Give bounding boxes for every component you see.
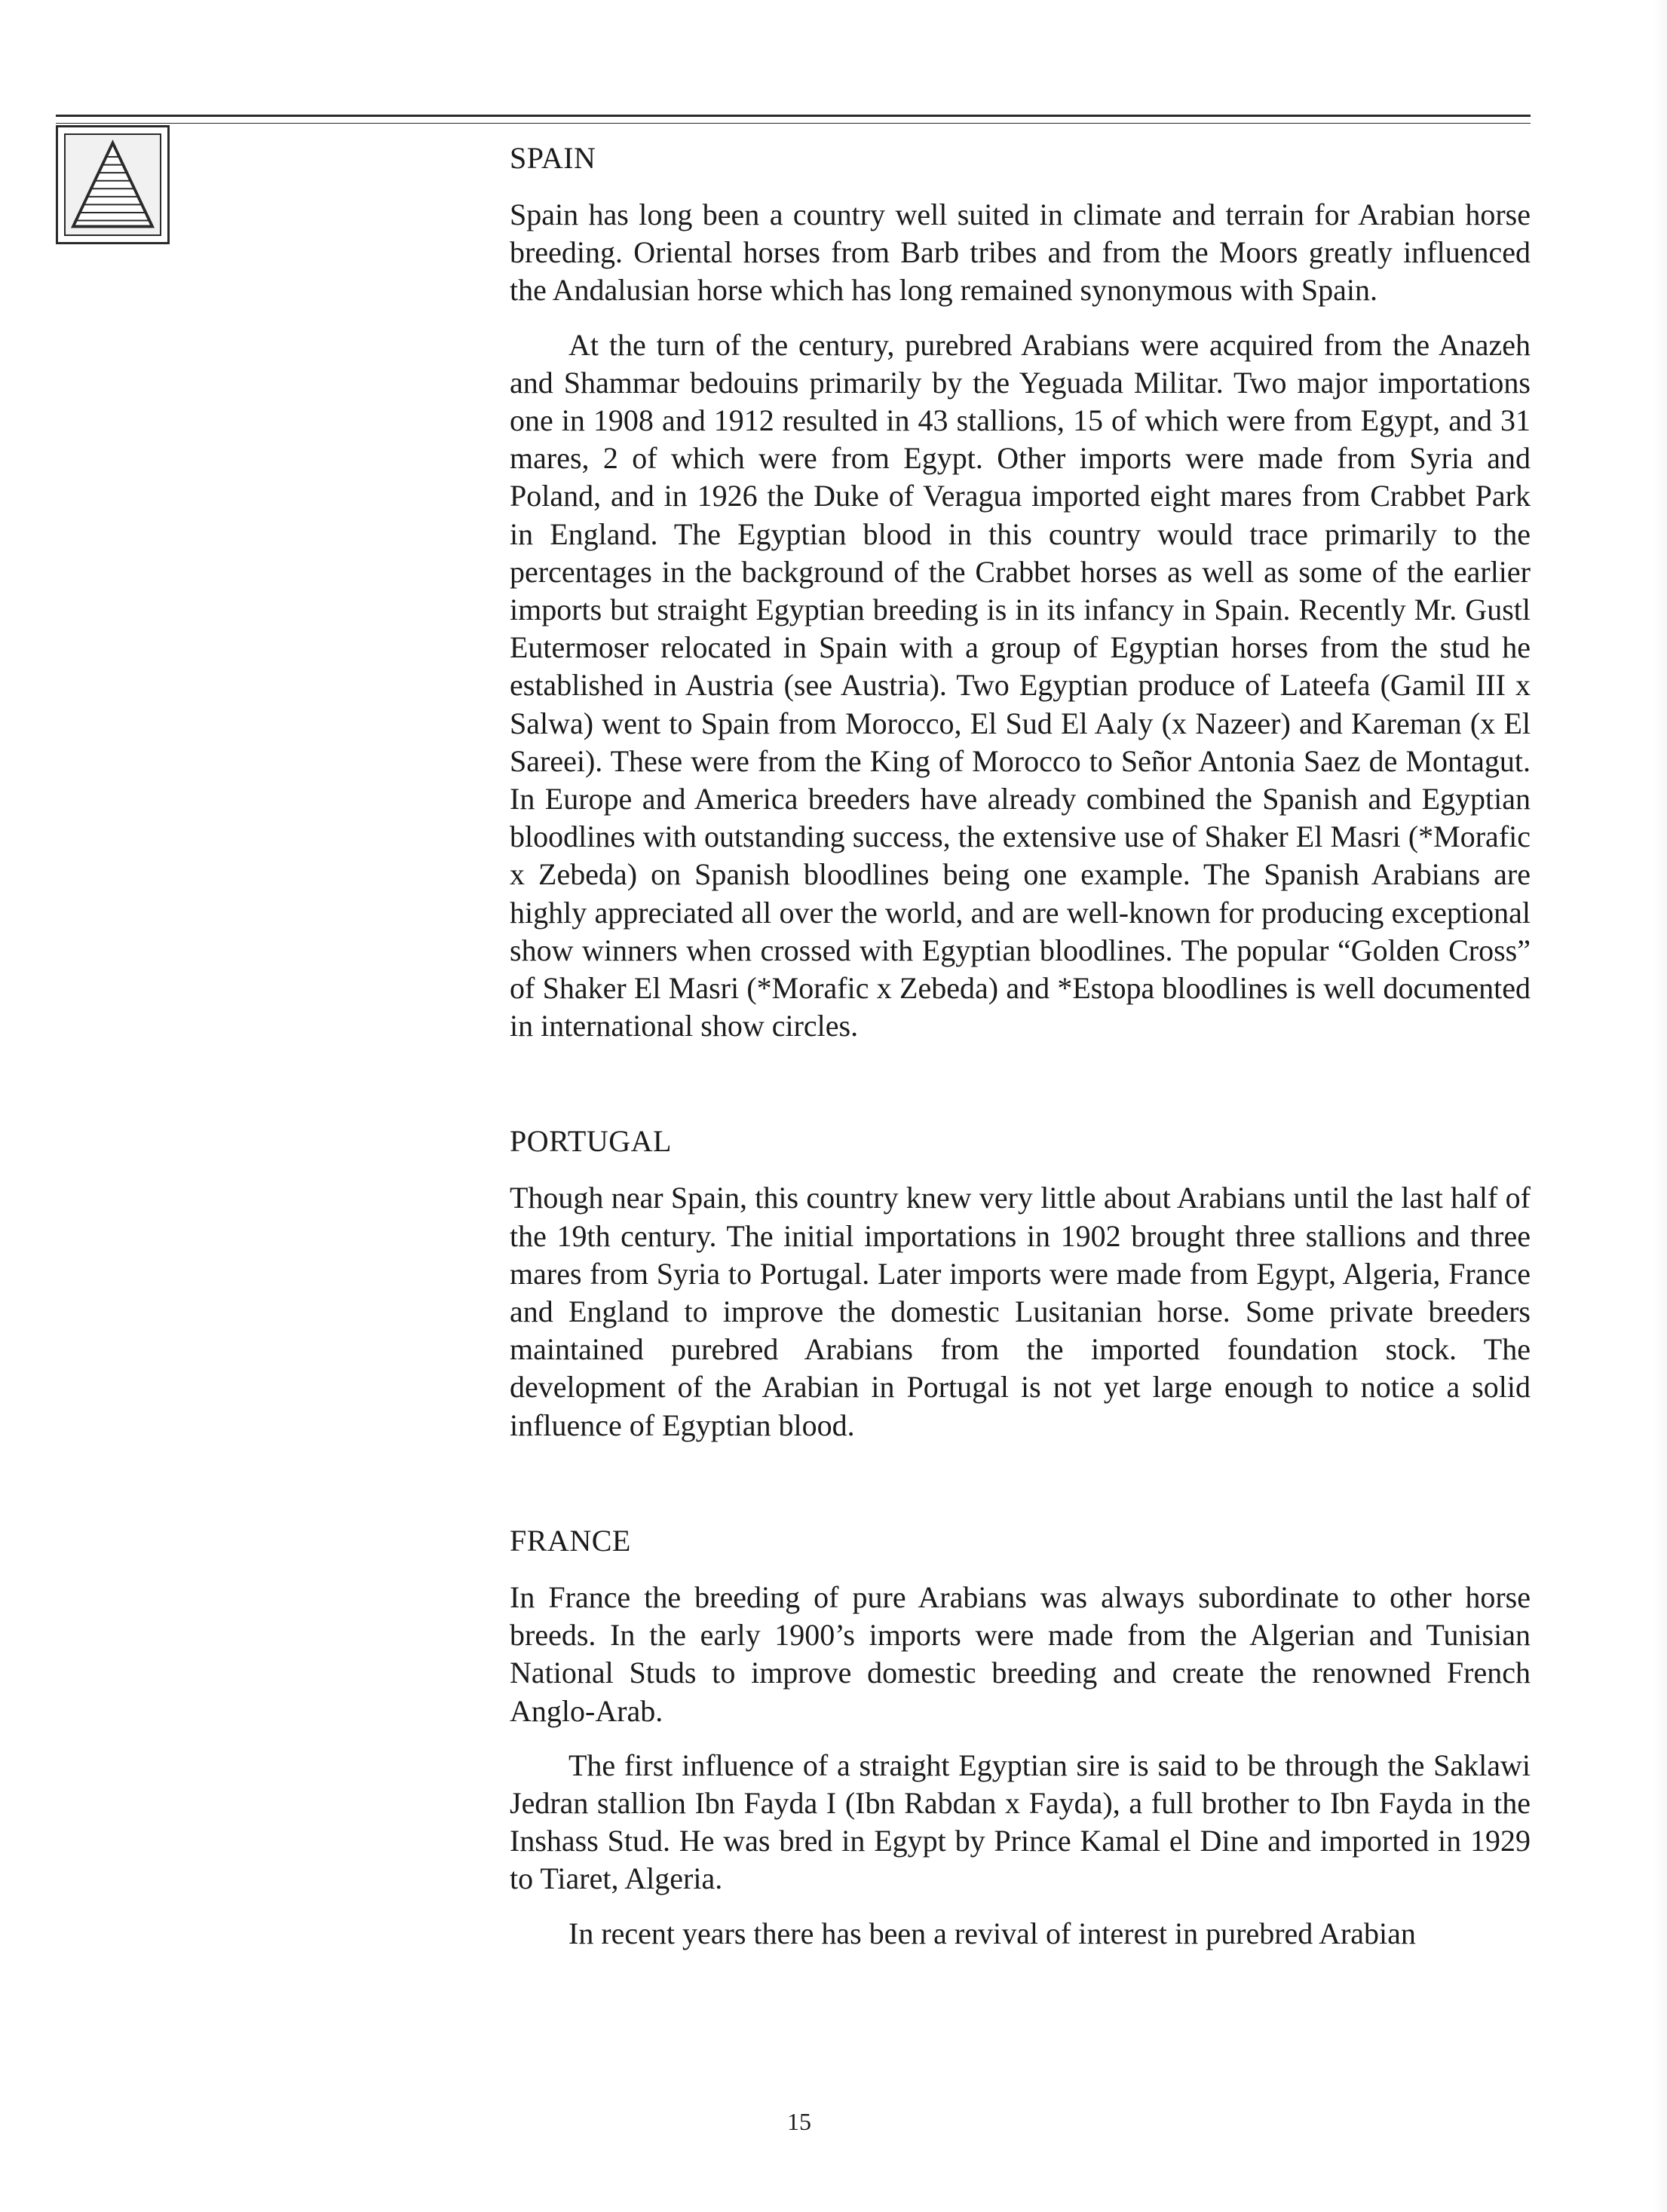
france-paragraph-3: In recent years there has been a revival of interest in purebred Arabian: [568, 1916, 1416, 1950]
header-rule-top: [56, 115, 1531, 117]
section-spain: [510, 140, 1531, 1045]
section-title-spain: SPAIN: [510, 141, 596, 175]
spain-paragraph-1: Spain has long been a country well suited in climate and terrain for Arabian horse breeding. Oriental horses from Barb tribes and from the Moors greatly influenced the Andalusian horse which has long remained synonymous with Spain.: [510, 198, 1531, 308]
spain-paragraph-2: At the turn of the century, purebred Arabians were acquired from the Anazeh and Shammar bedouins primarily by the Yeguada Militar. Two major importations one in 1908 and 1912 resulted in 43 stallions, 15 of which were from Egypt, and 31 mares, 2 of which were from Egypt. Other imports were made from Syria and Poland, and in 1926 the Duke of Veragua imported eight mares from Crabbet Park in England. The Egyptian blood in this country would trace primarily to the percentages in the background of the Crabbet horses as well as some of the earlier imports but straight Egyptian breeding is in its infancy in Spain. Recently Mr. Gustl Eutermoser relocated in Spain with a group of Egyptian horses from the stud he established in Austria (see Austria). Two Egyptian produce of Lateefa (Gamil III x Salwa) went to Spain from Morocco, El Sud El Aaly (x Nazeer) and Kareman (x El Sareei). These were from the King of Morocco to Señor Antonia Saez de Montagut. In Europe and America breeders have already combined the Spanish and Egyptian bloodlines with outstanding success, the extensive use of Shaker El Masri (*Morafic x Zebeda) on Spanish bloodlines being one example. The Spanish Arabians are highly appreciated all over the world, and are well-known for producing exceptional show winners when crossed with Egyptian bloodlines. The popular “Golden Cross” of Shaker El Masri (*Morafic x Zebeda) and *Estopa bloodlines is well documented in international show circles.: [510, 327, 1531, 1043]
pyramid-icon: [64, 133, 161, 236]
main-content: [510, 140, 1531, 1969]
logo-frame: [56, 125, 170, 244]
page-edge: [1653, 0, 1667, 2212]
section-title-portugal: PORTUGAL: [510, 1124, 672, 1159]
section-france: [510, 1523, 1531, 1953]
section-title-france: FRANCE: [510, 1523, 631, 1558]
header-rule-bottom: [56, 123, 1531, 124]
france-paragraph-1: In France the breeding of pure Arabians was always subordinate to other horse breeds. In the early 1900’s imports were made from the Algerian and Tunisian National Studs to improve domestic breeding and create the renowned French Anglo-Arab.: [510, 1579, 1531, 1728]
portugal-paragraph-1: Though near Spain, this country knew very little about Arabians until the last half of the 19th century. The initial importations in 1902 brought three stallions and three mares from Syria to Portugal. Later imports were made from Egypt, Algeria, France and England to improve the domestic Lusitanian horse. Some private breeders maintained purebred Arabians from the imported foundation stock. The development of the Arabian in Portugal is not yet large enough to notice a solid influence of Egyptian blood.: [510, 1181, 1531, 1442]
page-number: 15: [787, 2108, 811, 2135]
section-portugal: [510, 1123, 1531, 1444]
france-paragraph-2: The first influence of a straight Egyptian sire is said to be through the Saklawi Jedran stallion Ibn Fayda I (Ibn Rabdan x Fayda), a full brother to Ibn Fayda in the Inshass Stud. He was bred in Egypt by Prince Kamal el Dine and imported in 1929 to Tiaret, Algeria.: [510, 1748, 1531, 1896]
